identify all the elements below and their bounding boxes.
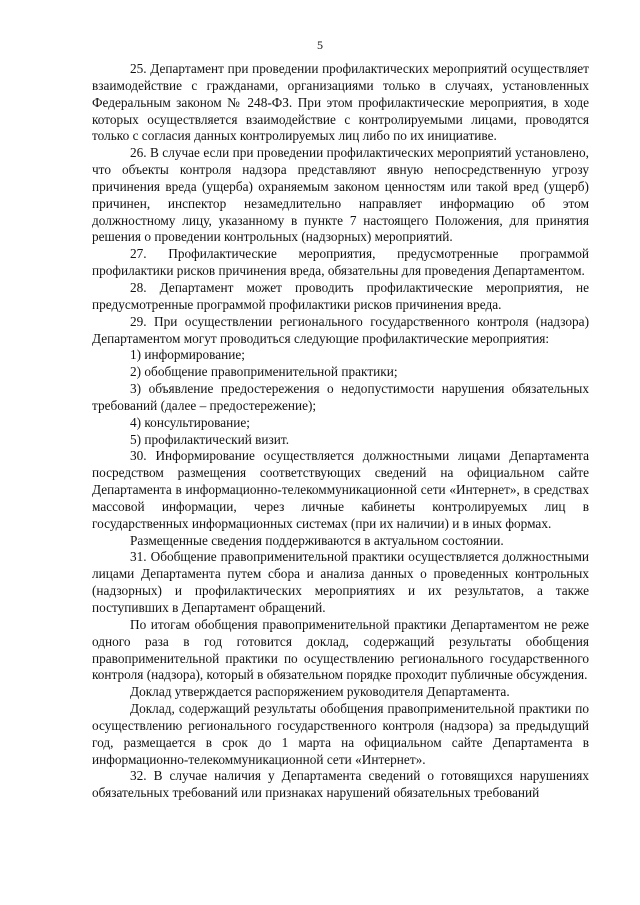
list-item-visit: 5) профилактический визит. (130, 431, 290, 447)
paragraph-32: 32. В случае наличия у Департамента сведений о готовящихся нарушениях обязательных требований или признаках нарушений обязательных требований (92, 768, 589, 801)
paragraph-31-report: По итогам обобщения правоприменительной практики Департаментом не реже одного раза в год готовится доклад, содержащий результаты обобщения правоприменительной практики по осуществлению регионального государственного контроля (надзора), который в обязательном порядке проходит публичные обсуждения. (92, 616, 589, 683)
page-number: 5 (317, 38, 323, 52)
paragraph-31-publication: Доклад, содержащий результаты обобщения правоприменительной практики по осуществлению регионального государственного контроля (надзора) за предыдущий год, размещается в срок до 1 марта на официальном сайте Департамента в информационно-телекоммуникационной сети «Интернет». (92, 701, 589, 767)
paragraph-30-actual: Размещенные сведения поддерживаются в актуальном состоянии. (130, 532, 504, 548)
list-item-consulting: 4) консультирование; (130, 414, 250, 430)
list-item-warning: 3) объявление предостережения о недопустимости нарушения обязательных требований (далее – предостережение); (92, 381, 589, 413)
paragraph-30: 30. Информирование осуществляется должностными лицами Департамента посредством размещения соответствующих сведений на официальном сайте Департамента в информационно-телекоммуникационной сети «Интернет», в средствах массовой информации, через личные кабинеты контролируемых лиц в государственных информационных системах (при их наличии) и в иных формах. (92, 448, 589, 531)
paragraph-31: 31. Обобщение правоприменительной практики осуществляется должностными лицами Департамента путем сбора и анализа данных о проведенных контрольных (надзорных) и профилактических мероприятиях и их результатов, а также поступивших в Департамент обращений. (92, 549, 589, 615)
list-item-informing: 1) информирование; (130, 347, 246, 363)
list-item-generalization: 2) обобщение правоприменительной практики; (130, 364, 398, 380)
paragraph-26: 26. В случае если при проведении профилактических мероприятий установлено, что объекты контроля надзора представляют явную непосредственную угрозу причинения вреда (ущерба) охраняемым законом ценностям или такой вред (ущерб) причинен, инспектор незамедлительно направляет информацию об этом должностному лицу, указанному в пункте 7 настоящего Положения, для принятия решения о проведении контрольных (надзорных) мероприятий. (92, 145, 589, 245)
paragraph-31-approval: Доклад утверждается распоряжением руководителя Департамента. (130, 684, 510, 700)
paragraph-28: 28. Департамент может проводить профилактические мероприятия, не предусмотренные программой профилактики рисков причинения вреда. (92, 279, 589, 312)
paragraph-27: 27. Профилактические мероприятия, предусмотренные программой профилактики рисков причинения вреда, обязательны для проведения Департаментом. (92, 246, 589, 279)
paragraph-25: 25. Департамент при проведении профилактических мероприятий осуществляет взаимодействие с гражданами, организациями только в случаях, установленных Федеральным законом № 248-ФЗ. При этом профилактические мероприятия, в ходе которых осуществляется взаимодействие с контролируемыми лицами, проводятся только с согласия данных контролируемых лиц либо по их инициативе. (92, 61, 589, 144)
paragraph-29: 29. При осуществлении регионального государственного контроля (надзора) Департаментом могут проводиться следующие профилактические мероприятия: (92, 313, 589, 346)
document-body (92, 61, 589, 802)
